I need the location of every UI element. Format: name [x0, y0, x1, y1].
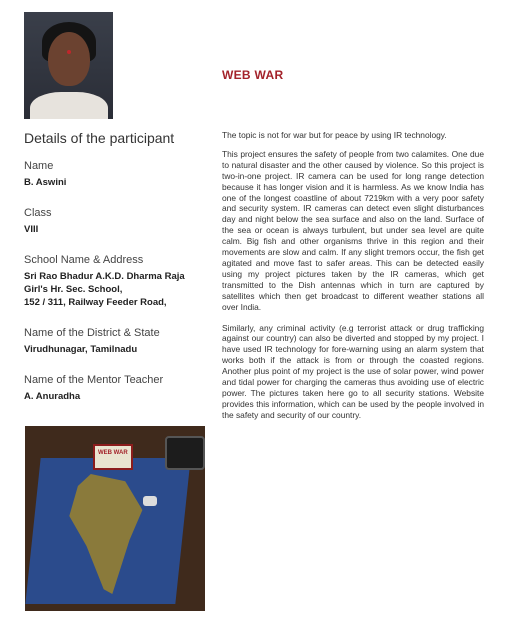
model-sign: [93, 444, 133, 470]
shirt: [30, 92, 108, 119]
district-label: Name of the District & State: [24, 327, 160, 339]
name-line: B. Aswini: [24, 177, 67, 188]
school-line-2: Girl's Hr. Sec. School,: [24, 284, 123, 295]
details-heading: Details of the participant: [24, 130, 175, 146]
camera: [143, 496, 157, 506]
monitor: [165, 436, 205, 470]
name-value: [24, 176, 214, 189]
paragraph-2: Similarly, any criminal activity (e.g terrorist attack or drug trafficking against our country) can also be diverted and stopped by my project. I have used IR technology for fore-warning using an alarm system that works both if the attack is from or through the coasted regions. Another plus point of my project is the use of solar power, wind power and tidal power for charging the cameras thus avoiding use of electric power. The pictures taken here go to all security stations. Website provides this information, which can be used by the people involved in the safety and security of our country.: [222, 322, 484, 420]
class-value: [24, 223, 214, 236]
face: [48, 32, 90, 86]
district-line: Virudhunagar, Tamilnadu: [24, 344, 138, 355]
participant-photo: [24, 12, 113, 119]
mentor-value: [24, 390, 214, 403]
intro-paragraph: The topic is not for war but for peace by using IR technology.: [222, 130, 447, 140]
project-model-photo: [25, 426, 205, 611]
class-label: Class: [24, 207, 52, 219]
model-sign-text: WEB WAR: [98, 450, 128, 456]
paragraph-1: This project ensures the safety of people from two calamites. One due to natural disaster and the other caused by violence. So this project is two-in-one project. IR camera can be used for long range detection because it has longer vision and it is harmless. As we know India has one of the longest coastline of about 7219km with a very poor safety and security system. IR cameras can detect even slight disturbances day and night below the sea surface and also on the land. Surface of the sea or ocean is always turbulent, but under sea level are quite calm. Big fish and other organisms thrive in this region and their movements are slow and calm. If any slight tremors occur, the fish get agitated and move fast to safer areas. This can be detected easily using my project pictures taken by the IR cameras, which get transmitted to the Dish antennas which in turn are captured by satellites which then get broadcast to different weather stations all over India.: [222, 148, 484, 312]
mentor-label: Name of the Mentor Teacher: [24, 374, 164, 386]
name-label: Name: [24, 160, 54, 172]
school-value: [24, 270, 214, 309]
mentor-line: A. Anuradha: [24, 391, 81, 402]
page-title: WEB WAR: [222, 68, 284, 82]
district-value: [24, 343, 214, 356]
school-label: School Name & Address: [24, 254, 144, 266]
project-description: [222, 130, 484, 431]
school-line-1: Sri Rao Bhadur A.K.D. Dharma Raja: [24, 271, 185, 282]
class-line: VIII: [24, 224, 39, 235]
participant-details: [24, 130, 214, 421]
bindi: [67, 50, 71, 54]
school-line-3: 152 / 311, Railway Feeder Road,: [24, 297, 167, 308]
